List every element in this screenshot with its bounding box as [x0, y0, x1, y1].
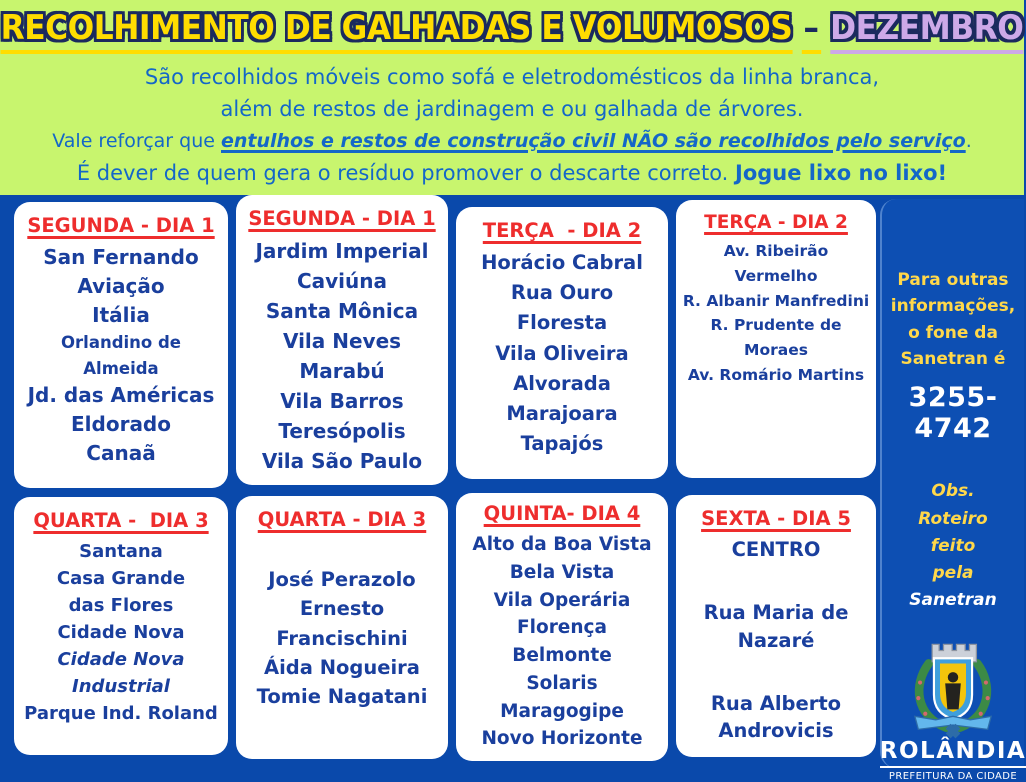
intro-line-3-suffix: . — [965, 130, 972, 152]
neighborhood-item: Rua Ouro — [510, 281, 614, 305]
neighborhood-item: Marabú — [299, 359, 385, 383]
card-day-heading: QUARTA - DIA 3 — [257, 508, 427, 531]
neighborhood-item: Parque Ind. Roland — [24, 703, 218, 724]
card-day-heading: SEGUNDA - DIA 1 — [248, 207, 436, 230]
schedule-card — [676, 495, 876, 757]
neighborhood-item: Av. Romário Martins — [687, 365, 865, 384]
neighborhood-item: Canaã — [86, 441, 156, 466]
intro-line-3-prefix: Vale reforçar que — [52, 130, 221, 152]
obs-line: pela — [932, 562, 974, 583]
schedule-card — [236, 195, 448, 485]
neighborhood-item: Teresópolis — [278, 419, 406, 443]
card-day-heading: TERÇA - DIA 2 — [482, 219, 642, 242]
neighborhood-item: Belmonte — [512, 645, 612, 666]
neighborhood-item: Rua Alberto — [710, 691, 842, 715]
neighborhood-item: Vila Neves — [282, 329, 402, 353]
logo-subtitle: PREFEITURA DA CIDADE — [888, 771, 1018, 782]
contact-info-text: Para outras informações, o fone da Sanetran é — [890, 270, 1016, 370]
neighborhood-item: Novo Horizonte — [481, 728, 643, 750]
intro-text — [0, 61, 1024, 189]
neighborhood-item: Av. Ribeirão — [723, 242, 829, 260]
neighborhood-item: Aviação — [77, 274, 165, 298]
neighborhood-item: Maragogipe — [500, 700, 624, 722]
card-day-heading: QUINTA- DIA 4 — [483, 502, 641, 525]
obs-note — [909, 478, 996, 614]
obs-line: Obs. — [931, 481, 975, 502]
neighborhood-item: Orlandino de — [61, 333, 181, 352]
neighborhood-item: Alvorada — [513, 371, 611, 395]
neighborhood-item: Cidade Nova — [57, 622, 185, 643]
neighborhood-item: Florença — [517, 617, 607, 639]
intro-line-3 — [0, 125, 1024, 157]
schedule-card — [14, 202, 228, 488]
poster-title — [0, 8, 1024, 54]
title-main: RECOLHIMENTO DE GALHADAS E VOLUMOSOS — [1, 8, 793, 54]
neighborhood-item: Jardim Imperial — [255, 239, 429, 263]
intro-line-4-bold: Jogue lixo no lixo! — [735, 161, 948, 185]
intro-line-3-emphasis: entulhos e restos de construção civil NÃO são recolhidos pelo serviço — [221, 130, 966, 152]
intro-line-4-text: É dever de quem gera o resíduo promover o descarte correto. — [76, 161, 736, 185]
neighborhood-item: Vila Oliveira — [495, 341, 629, 365]
intro-line-1: São recolhidos móveis como sofá e eletrodomésticos da linha branca, — [144, 65, 880, 89]
neighborhood-item: Solaris — [526, 672, 598, 694]
neighborhood-item: Áida Nogueira — [264, 655, 420, 679]
neighborhood-item: San Fernando — [43, 245, 199, 269]
phone-number: 3255-4742 — [908, 382, 998, 445]
schedule-card — [236, 496, 448, 759]
card-day-heading: TERÇA - DIA 2 — [704, 212, 848, 233]
neighborhood-item: Casa Grande — [56, 568, 186, 589]
obs-line: Roteiro — [918, 508, 988, 529]
neighborhood-item: Moraes — [744, 341, 808, 360]
neighborhood-item: Ernesto — [299, 597, 385, 621]
neighborhood-item: Vila São Paulo — [261, 449, 423, 473]
neighborhood-item: CENTRO — [731, 538, 821, 561]
header-section — [0, 0, 1024, 195]
sidebar — [879, 199, 1026, 782]
neighborhood-item: Santana — [79, 541, 163, 562]
neighborhood-item: Nazaré — [737, 628, 815, 652]
schedule-card — [676, 200, 876, 478]
neighborhood-item: Vila Barros — [280, 389, 404, 413]
neighborhood-item: Alto da Boa Vista — [472, 534, 652, 555]
neighborhood-item: Floresta — [516, 311, 608, 335]
neighborhood-item: Rua Maria de — [703, 601, 849, 625]
neighborhood-item: Bela Vista — [509, 561, 615, 583]
coat-of-arms-icon — [901, 634, 1005, 738]
neighborhood-item: Caviúna — [296, 269, 388, 293]
neighborhood-item: Cidade Nova — [57, 649, 185, 670]
neighborhood-item: Jd. das Américas — [27, 383, 215, 408]
neighborhood-item: R. Albanir Manfredini — [682, 291, 870, 310]
neighborhood-item: R. Prudente de — [710, 316, 842, 335]
intro-line-2: além de restos de jardinagem e ou galhada de árvores. — [220, 97, 804, 121]
intro-line-4 — [0, 157, 1024, 189]
neighborhood-item: Marajoara — [506, 402, 618, 426]
neighborhood-item: Androvicis — [718, 719, 834, 743]
logo-city-name: ROLÂNDIA — [880, 738, 1026, 768]
neighborhood-item: Itália — [92, 303, 150, 327]
card-day-heading: SEGUNDA - DIA 1 — [27, 214, 215, 237]
neighborhood-item: Eldorado — [71, 412, 171, 437]
card-day-heading: SEXTA - DIA 5 — [701, 507, 851, 530]
schedule-area — [0, 195, 1026, 782]
card-day-heading: QUARTA - DIA 3 — [33, 509, 209, 532]
neighborhood-item: das Flores — [68, 595, 174, 616]
title-separator: – — [802, 8, 821, 54]
neighborhood-item: José Perazolo — [268, 568, 416, 591]
neighborhood-item: Industrial — [72, 676, 170, 697]
neighborhood-item: Vila Operária — [493, 589, 631, 611]
neighborhood-item: Francischini — [276, 626, 408, 650]
obs-highlight: Sanetran — [909, 590, 997, 611]
schedule-card — [456, 493, 668, 761]
obs-line: feito — [930, 535, 976, 556]
neighborhood-item: Tapajós — [520, 432, 604, 456]
neighborhood-item: Almeida — [83, 358, 159, 378]
schedule-card — [456, 207, 668, 479]
neighborhood-item: Santa Mônica — [265, 299, 419, 323]
neighborhood-item: Vermelho — [734, 266, 818, 285]
title-month: DEZEMBRO — [830, 8, 1023, 54]
neighborhood-item: Horácio Cabral — [481, 251, 643, 274]
neighborhood-item: Tomie Nagatani — [256, 685, 428, 708]
schedule-card — [14, 497, 228, 755]
city-logo — [880, 634, 1026, 782]
